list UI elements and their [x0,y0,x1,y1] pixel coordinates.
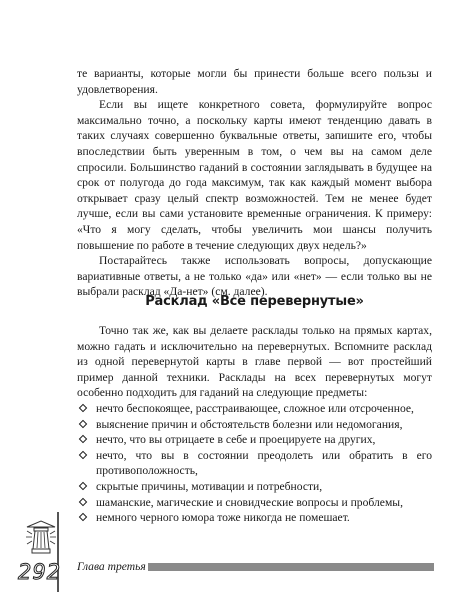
section-body [77,323,432,526]
diamond-bullet-icon [79,435,87,443]
section-paragraph: Точно так же, как вы делаете расклады только на прямых картах, можно гадать и исключительно на перевернутых. Вспомните расклад из одной перевернутой карты в главе первой — вот простейший пример данной техники. Расклады на всех перевернутых могут особенно подходить для гаданий на следующие предметы: [77,324,432,400]
chapter-title: Глава третья [77,560,146,573]
paragraph-advice: Если вы ищете конкретного совета, формулируйте вопрос максимально точно, а поскольку карты имеют тенденцию давать в таких случаях совершенно буквальные ответы, запишите его, чтобы впоследствии быть уверенным в том, о чем вы на самом деле спросили. Большинство гаданий в состоянии заглядывать в будущее на срок от полугода до года максимум, так как каждый момент выбора открывает сразу целый спектр возможностей. Тем не менее будет лучше, если вы сами установите временные ограничения. К примеру: «Что я могу сделать, чтобы увеличить мои шансы получить повышение по работе в течение следующих двух недель?» [77,98,432,252]
diamond-bullet-icon [79,482,87,490]
list-item [77,432,432,448]
diamond-bullet-icon [79,404,87,412]
list-item-text: нечто, что вы в состоянии преодолеть или обратить в его противоположность, [96,448,432,478]
diamond-bullet-icon [79,419,87,427]
list-item-text: шаманские, магические и сновидческие вопросы и проблемы, [96,495,403,509]
intro-text [77,66,432,300]
section-heading: Расклад «Все перевернутые» [145,294,364,309]
paragraph-continuation: те варианты, которые могли бы принести больше всего пользы и удовлетворения. [77,67,432,96]
list-item-text: нечто, что вы отрицаете в себе и проецируете на других, [96,433,376,447]
list-item-text: скрытые причины, мотивации и потребности, [96,479,323,493]
list-item [77,417,432,433]
list-item-text: немного черного юмора тоже никогда не помешает. [96,511,350,525]
list-item [77,479,432,495]
lantern-ornament-icon [24,517,58,557]
list-item [77,401,432,417]
list-item [77,510,432,526]
diamond-bullet-icon [79,451,87,459]
list-item [77,495,432,511]
diamond-bullet-icon [79,497,87,505]
bullet-list [77,401,432,526]
paragraph-open-questions: Постарайтесь также использовать вопросы, допускающие вариативные ответы, а не только «да» или «нет» — если только вы не выбрали расклад «Да-нет» (см. далее). [77,254,432,299]
list-item [77,448,432,479]
diamond-bullet-icon [79,513,87,521]
list-item-text: выяснение причин и обстоятельств болезни или недомогания, [96,417,403,431]
page-number: 292 [18,560,62,584]
list-item-text: нечто беспокоящее, расстраивающее, сложное или отсроченное, [96,401,414,415]
footer-bar [148,563,434,571]
